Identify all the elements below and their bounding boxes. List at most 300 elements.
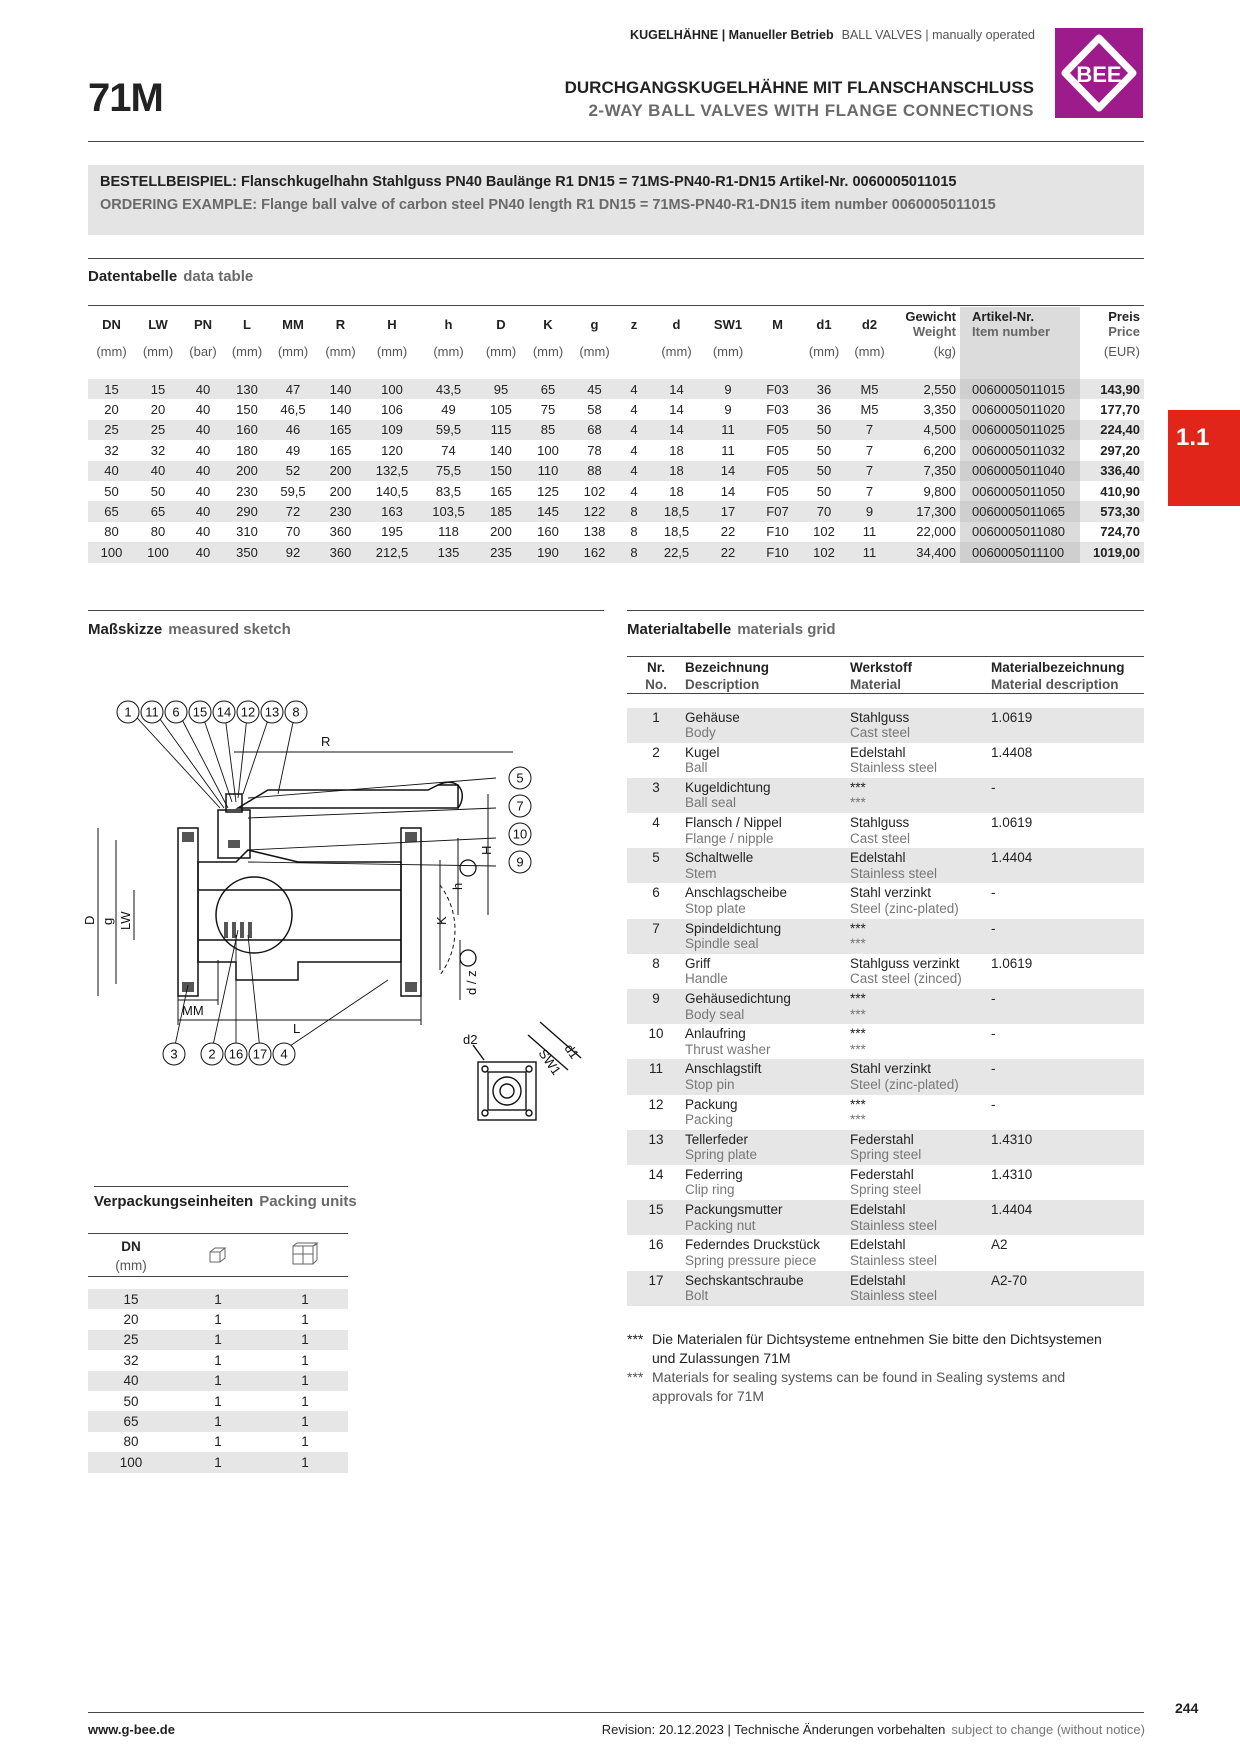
- material-nr: 13: [627, 1130, 685, 1165]
- unit-cell: (mm): [661, 343, 692, 359]
- table-cell: 65: [88, 501, 135, 521]
- table-cell: 9,800: [923, 483, 956, 499]
- material-code: A2-70: [991, 1271, 1144, 1306]
- table-cell: 4: [630, 402, 638, 418]
- material-code: 1.0619: [991, 955, 1033, 971]
- table-cell: 46,5: [280, 402, 306, 418]
- table-cell: 4: [618, 379, 650, 399]
- material-name: Gehäuse Body: [685, 708, 850, 743]
- material-code: -: [991, 778, 1144, 813]
- packing-cell: 1: [262, 1289, 348, 1309]
- col-d-upper: D: [496, 316, 506, 332]
- dim-label-g: g: [100, 917, 115, 925]
- material-row: [627, 848, 1144, 883]
- table-cell: 58: [587, 402, 602, 418]
- valve-drawing: [82, 690, 608, 1150]
- materials-title: [627, 621, 836, 638]
- dim-label-l: L: [293, 1021, 301, 1036]
- table-cell: 140: [490, 442, 512, 458]
- data-table: [88, 307, 1144, 563]
- col-d-lower: d: [672, 316, 681, 332]
- datatable-body: [88, 379, 1144, 563]
- table-cell: M5: [860, 402, 879, 418]
- material-row: [627, 813, 1144, 848]
- material-material: *** ***: [850, 919, 991, 954]
- price-cell: 573,30: [1080, 501, 1144, 521]
- unit-cell: (kg): [933, 343, 956, 359]
- material-material: Stahl verzinkt Steel (zinc-plated): [850, 885, 959, 916]
- multi-box-icon: [262, 1236, 348, 1277]
- note-de-mark: ***: [627, 1331, 644, 1347]
- packing-row: [88, 1309, 348, 1329]
- material-code: 1.0619: [991, 708, 1144, 743]
- table-cell: 4,500: [893, 420, 960, 440]
- table-cell: 195: [381, 524, 403, 540]
- material-material: Edelstahl Stainless steel: [850, 1200, 991, 1235]
- table-cell: 50: [104, 483, 119, 499]
- dim-label-d: D: [82, 915, 97, 925]
- datatable-header-row: [88, 307, 1144, 339]
- table-cell: 2,550: [893, 379, 960, 399]
- material-row: [627, 778, 1144, 813]
- material-name: Flansch / Nippel Flange / nipple: [685, 815, 782, 846]
- dim-label-lw: LW: [118, 911, 133, 930]
- material-row: [627, 743, 1144, 778]
- article-number-cell: 0060005011065: [960, 501, 1080, 521]
- dim-label-mm: MM: [182, 1003, 204, 1018]
- table-cell: 14: [650, 379, 703, 399]
- dim-label-sw1: SW1: [535, 1046, 564, 1078]
- unit-cell: (mm): [854, 343, 885, 359]
- packing-cell: 32: [123, 1352, 139, 1368]
- unit-cell: (mm): [142, 343, 174, 359]
- unit-cell: (mm): [96, 343, 127, 359]
- table-cell: 95: [477, 379, 525, 399]
- packing-cell: 1: [174, 1289, 262, 1309]
- table-cell: 40: [181, 379, 225, 399]
- packing-cell: 1: [262, 1371, 348, 1391]
- table-row: [88, 420, 1144, 440]
- table-cell: 11: [721, 442, 735, 458]
- table-cell: 8: [630, 524, 638, 540]
- table-cell: 22: [720, 524, 736, 540]
- table-cell: 103,5: [420, 501, 477, 521]
- material-name: Packung Packing: [685, 1096, 738, 1128]
- table-cell: 50: [816, 442, 832, 458]
- col-dn: DN: [102, 316, 121, 332]
- col-k: K: [543, 316, 553, 332]
- chapter-tab: [1168, 410, 1240, 506]
- material-material: Stahl verzinkt Steel (zinc-plated): [850, 1059, 991, 1094]
- table-row: [88, 522, 1144, 542]
- table-cell: 165: [329, 442, 352, 458]
- material-material: *** ***: [850, 778, 991, 813]
- table-cell: 65: [525, 379, 571, 399]
- table-cell: 200: [225, 461, 269, 481]
- table-cell: 120: [381, 442, 403, 458]
- col-h-upper: H: [387, 316, 397, 332]
- table-cell: 40: [181, 461, 225, 481]
- packing-row: [88, 1432, 348, 1452]
- material-row: [627, 1235, 1144, 1270]
- col-g: g: [590, 316, 599, 332]
- chapter-tab-label: 1.1: [1176, 424, 1210, 451]
- table-cell: 165: [317, 420, 364, 440]
- packing-cell: 25: [88, 1330, 174, 1350]
- table-cell: 75,5: [420, 461, 477, 481]
- table-row: [88, 461, 1144, 481]
- packing-top-rule: [94, 1186, 348, 1187]
- col-price: Preis Price: [1108, 309, 1140, 339]
- left-flange: [178, 828, 198, 996]
- table-cell: 163: [364, 501, 420, 521]
- unit-cell: (EUR): [1103, 343, 1140, 359]
- sketch-title-en: measured sketch: [168, 621, 291, 638]
- material-row: [627, 1059, 1144, 1094]
- table-cell: 7: [865, 442, 874, 458]
- packing-cell: 1: [262, 1330, 348, 1350]
- stem-housing: [218, 810, 250, 858]
- table-cell: 65: [135, 501, 181, 521]
- callout-number: 7: [516, 798, 524, 814]
- material-nr: 16: [648, 1237, 664, 1253]
- table-cell: 52: [269, 461, 317, 481]
- ball-outline: [216, 877, 292, 953]
- table-row: [88, 440, 1144, 460]
- table-cell: 9: [703, 379, 753, 399]
- footer-revision-en: subject to change (without notice): [951, 1722, 1145, 1737]
- packing-header-row: [88, 1236, 348, 1277]
- callout-number: 10: [512, 826, 528, 842]
- price-cell: 1019,00: [1080, 542, 1144, 562]
- category-de: KUGELHÄHNE | Manueller Betrieb: [630, 28, 834, 42]
- material-material: Federstahl Spring steel: [850, 1166, 922, 1198]
- packing-body: [88, 1289, 348, 1473]
- material-material: *** ***: [850, 1096, 866, 1128]
- page-title-de: DURCHGANGSKUGELHÄHNE MIT FLANSCHANSCHLUSS: [564, 78, 1034, 97]
- table-cell: 190: [525, 542, 571, 562]
- dim-label-d2: d2: [463, 1032, 478, 1047]
- footer-revision-de: Revision: 20.12.2023 | Technische Änderungen vorbehalten: [601, 1722, 946, 1737]
- table-cell: 22,000: [916, 524, 956, 540]
- table-cell: 235: [477, 542, 525, 562]
- packing-row: [88, 1350, 348, 1370]
- note-de-text: Die Materialen für Dichtsysteme entnehmen Sie bitte den Dichtsystemen und Zulassungen 71M: [652, 1331, 1102, 1366]
- material-material: *** ***: [850, 989, 991, 1024]
- material-nr: 10: [648, 1026, 664, 1042]
- price-cell: 177,70: [1100, 402, 1140, 418]
- material-name: Tellerfeder Spring plate: [685, 1130, 850, 1165]
- mat-col-name: Bezeichnung Description: [685, 660, 770, 692]
- table-cell: 185: [477, 501, 525, 521]
- unit-cell: (mm): [808, 343, 840, 359]
- table-cell: 32: [150, 442, 166, 458]
- table-cell: F05: [753, 461, 802, 481]
- table-cell: 122: [571, 501, 618, 521]
- unit-cell: (mm): [485, 343, 517, 359]
- note-en-mark: ***: [627, 1369, 644, 1385]
- material-code: -: [991, 1026, 996, 1042]
- callout-number: 14: [216, 704, 232, 720]
- material-row: [627, 989, 1144, 1024]
- materials-table: [627, 659, 1144, 1306]
- table-cell: 165: [490, 483, 512, 499]
- mat-col-nr: Nr. No.: [645, 660, 667, 692]
- note-en-text: Materials for sealing systems can be found in Sealing systems and approvals for 71M: [652, 1369, 1066, 1404]
- table-cell: 50: [802, 420, 846, 440]
- datatable-title-de: Datentabelle: [88, 268, 178, 285]
- dim-label-H: H: [479, 845, 494, 855]
- table-cell: 145: [525, 501, 571, 521]
- table-cell: 43,5: [420, 379, 477, 399]
- table-cell: 85: [525, 420, 571, 440]
- col-d2: d2: [861, 316, 878, 332]
- material-row: [627, 1095, 1144, 1130]
- table-cell: 100: [364, 379, 420, 399]
- table-cell: 92: [269, 542, 317, 562]
- col-h-lower: h: [444, 316, 453, 332]
- callout-number: 6: [172, 704, 180, 720]
- note-en: [627, 1368, 1127, 1406]
- bee-logo: [1055, 28, 1143, 118]
- material-row: [627, 1130, 1144, 1165]
- logo-text: BEE: [1076, 62, 1122, 87]
- table-cell: 200: [317, 461, 364, 481]
- table-cell: 36: [816, 402, 832, 418]
- callout-number: 16: [228, 1046, 244, 1062]
- table-cell: 75: [540, 402, 556, 418]
- table-cell: 40: [195, 402, 211, 418]
- material-nr: 11: [627, 1059, 685, 1094]
- table-cell: 17,300: [893, 501, 960, 521]
- material-name: Federring Clip ring: [685, 1166, 743, 1198]
- packing-cell: 1: [262, 1452, 348, 1472]
- packing-title-de: Verpackungseinheiten: [94, 1193, 254, 1210]
- table-cell: F07: [753, 501, 802, 521]
- model-number: 71M: [88, 76, 163, 120]
- materials-title-de: Materialtabelle: [627, 621, 732, 638]
- unit-cell: (mm): [433, 343, 464, 359]
- table-cell: 22: [703, 542, 753, 562]
- material-row: [627, 954, 1144, 989]
- table-cell: 7: [846, 420, 893, 440]
- datatable-top-rule: [88, 258, 1144, 259]
- table-cell: 14: [650, 420, 703, 440]
- datatable-units-row: [88, 339, 1144, 363]
- material-name: Packungsmutter Packing nut: [685, 1200, 850, 1235]
- price-cell: 724,70: [1100, 524, 1140, 540]
- table-cell: 88: [571, 461, 618, 481]
- article-number-cell: 0060005011025: [960, 420, 1080, 440]
- material-nr: 9: [627, 989, 685, 1024]
- packing-cell: 1: [214, 1393, 222, 1409]
- packing-title: [94, 1193, 357, 1210]
- table-row: [88, 542, 1144, 562]
- packing-title-en: Packing units: [259, 1193, 357, 1210]
- callout-number: 3: [170, 1046, 178, 1062]
- material-nr: 7: [627, 919, 685, 954]
- table-cell: F03: [753, 379, 802, 399]
- packing-row: [88, 1411, 348, 1431]
- article-number-cell: 0060005011100: [960, 542, 1080, 562]
- price-cell: 336,40: [1080, 461, 1144, 481]
- table-cell: 18,5: [650, 501, 703, 521]
- material-row: [627, 1271, 1144, 1306]
- table-cell: 47: [269, 379, 317, 399]
- table-cell: 20: [104, 402, 119, 418]
- col-lw: LW: [148, 316, 168, 332]
- table-cell: 160: [225, 420, 269, 440]
- materials-header-row: [627, 659, 1144, 694]
- packing-cell: 1: [301, 1434, 309, 1450]
- table-cell: 32: [104, 442, 119, 458]
- table-cell: 40: [181, 420, 225, 440]
- packing-cell: 1: [301, 1393, 309, 1409]
- col-pn: PN: [193, 316, 213, 332]
- unit-cell: (mm): [376, 343, 408, 359]
- material-row: [627, 1024, 1144, 1059]
- packing-cell: 1: [174, 1371, 262, 1391]
- table-cell: 350: [225, 542, 269, 562]
- packing-cell: 80: [123, 1434, 139, 1450]
- table-cell: 150: [236, 402, 258, 418]
- table-cell: 50: [816, 483, 832, 499]
- material-code: -: [991, 1096, 996, 1112]
- table-cell: 18: [650, 461, 703, 481]
- callout-number: 1: [124, 704, 132, 720]
- col-article: Artikel-Nr. Item number: [960, 307, 1080, 339]
- material-nr: 8: [652, 955, 660, 971]
- table-cell: 18: [669, 483, 684, 499]
- material-name: Federndes Druckstück Spring pressure piece: [685, 1237, 821, 1268]
- packing-cell: 15: [88, 1289, 174, 1309]
- table-cell: 4: [630, 483, 638, 499]
- table-cell: 162: [571, 542, 618, 562]
- table-cell: 140: [329, 402, 352, 418]
- header-category: [630, 28, 1035, 42]
- table-cell: 14: [703, 461, 753, 481]
- table-cell: 14: [669, 402, 684, 418]
- table-cell: 8: [618, 501, 650, 521]
- packing-row: [88, 1330, 348, 1350]
- table-cell: 59,5: [280, 483, 306, 499]
- material-code: 1.4310: [991, 1130, 1144, 1165]
- price-cell: 224,40: [1080, 420, 1144, 440]
- packing-cell: 1: [214, 1434, 222, 1450]
- table-cell: 25: [88, 420, 135, 440]
- packing-cell: 1: [301, 1352, 309, 1368]
- material-code: A2: [991, 1237, 1008, 1253]
- footer-website[interactable]: www.g-bee.de: [88, 1722, 175, 1737]
- packing-row: [88, 1391, 348, 1411]
- table-cell: 109: [364, 420, 420, 440]
- material-code: 1.4408: [991, 744, 1033, 760]
- material-nr: 3: [627, 778, 685, 813]
- article-number-cell: 0060005011040: [960, 461, 1080, 481]
- page-number: 244: [1175, 1700, 1199, 1716]
- table-cell: F05: [753, 420, 802, 440]
- table-cell: 4: [618, 420, 650, 440]
- table-row: [88, 481, 1144, 501]
- material-nr: 6: [652, 885, 660, 901]
- col-m: M: [772, 316, 783, 332]
- material-name: Anschlagstift Stop pin: [685, 1059, 850, 1094]
- article-number-cell: 0060005011015: [960, 379, 1080, 399]
- table-cell: 80: [104, 524, 119, 540]
- col-mm: MM: [282, 316, 304, 332]
- table-cell: 160: [537, 524, 559, 540]
- table-cell: 78: [587, 442, 602, 458]
- right-flange: [401, 828, 421, 996]
- material-row: [627, 1200, 1144, 1235]
- header-divider: [88, 141, 1144, 142]
- material-code: 1.0619: [991, 815, 1033, 831]
- callout-number: 13: [264, 704, 280, 720]
- table-cell: 100: [537, 442, 559, 458]
- table-cell: F10: [753, 542, 802, 562]
- table-cell: 7,350: [893, 461, 960, 481]
- table-cell: 45: [571, 379, 618, 399]
- material-code: 1.4404: [991, 1200, 1144, 1235]
- material-row: [627, 919, 1144, 954]
- table-cell: 50: [802, 461, 846, 481]
- datatable-title-en: data table: [183, 268, 254, 285]
- material-name: Anschlagscheibe Stop plate: [685, 885, 788, 916]
- material-name: Spindeldichtung Spindle seal: [685, 919, 850, 954]
- unit-cell: (bar): [189, 343, 217, 359]
- table-cell: 360: [329, 524, 352, 540]
- price-cell: 410,90: [1100, 483, 1140, 499]
- table-cell: 70: [802, 501, 846, 521]
- table-cell: 83,5: [435, 483, 462, 499]
- table-cell: 49: [285, 442, 301, 458]
- table-cell: 70: [285, 524, 301, 540]
- col-sw1: SW1: [713, 316, 743, 332]
- material-code: -: [991, 1059, 1144, 1094]
- material-name: Schaltwelle Stem: [685, 848, 850, 883]
- packing-cell: 1: [262, 1411, 348, 1431]
- material-name: Kugel Ball: [685, 744, 720, 776]
- table-cell: F05: [766, 483, 789, 499]
- dim-label-h: h: [450, 882, 465, 890]
- materials-top-rule: [627, 610, 1144, 611]
- table-cell: 25: [135, 420, 181, 440]
- page-title-en: 2-WAY BALL VALVES WITH FLANGE CONNECTIONS: [588, 101, 1034, 120]
- table-cell: 230: [317, 501, 364, 521]
- category-en: BALL VALVES | manually operated: [841, 28, 1035, 42]
- packing-row: [88, 1371, 348, 1391]
- material-name: Griff Handle: [685, 955, 728, 987]
- mat-col-material: Werkstoff Material: [850, 660, 913, 692]
- packing-cell: 65: [88, 1411, 174, 1431]
- table-cell: 40: [135, 461, 181, 481]
- table-cell: F05: [766, 442, 789, 458]
- material-nr: 15: [627, 1200, 685, 1235]
- material-nr: 5: [627, 848, 685, 883]
- table-cell: 50: [150, 483, 166, 499]
- table-cell: 40: [195, 483, 211, 499]
- table-cell: 135: [420, 542, 477, 562]
- table-cell: 310: [236, 524, 258, 540]
- table-cell: 18,5: [663, 524, 690, 540]
- table-cell: 9: [724, 402, 732, 418]
- table-row: [88, 379, 1144, 399]
- material-row: [627, 1165, 1144, 1200]
- callout-number: 2: [208, 1046, 216, 1062]
- unit-cell: (mm): [325, 343, 356, 359]
- table-cell: 100: [88, 542, 135, 562]
- table-cell: 36: [802, 379, 846, 399]
